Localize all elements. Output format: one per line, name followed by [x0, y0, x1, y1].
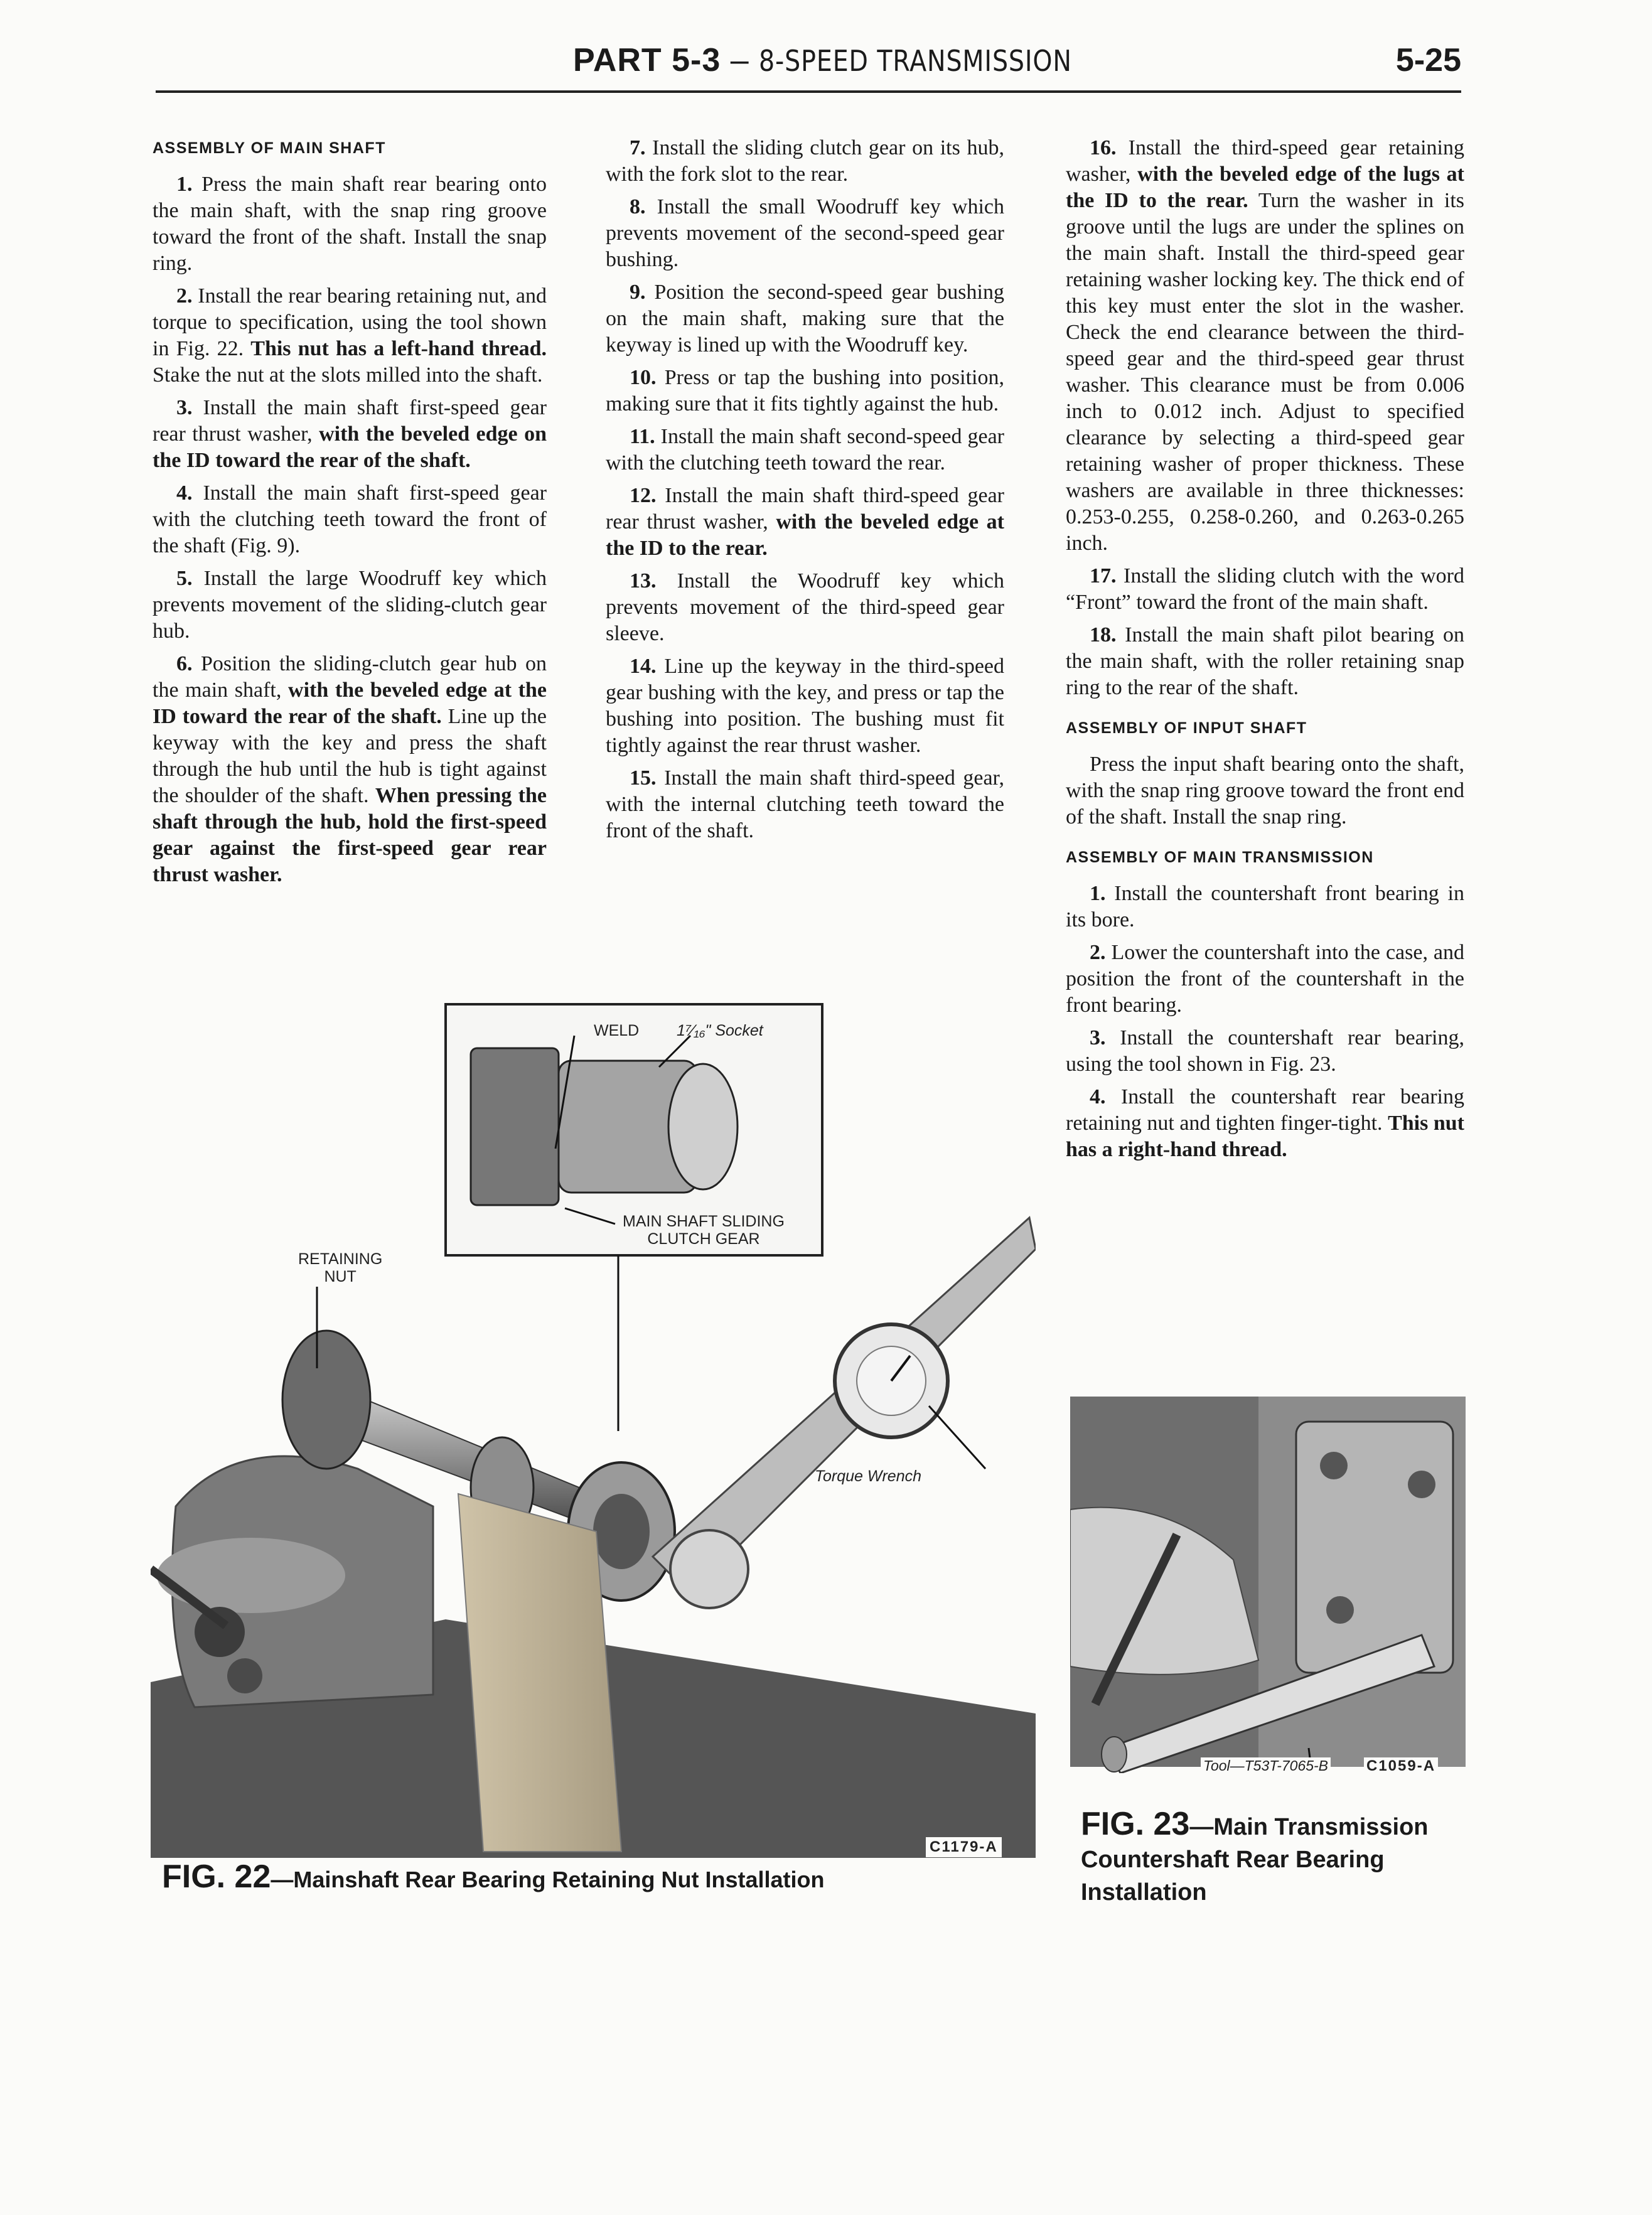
title-dash: –	[721, 42, 759, 78]
sliding-clutch-gear-label: MAIN SHAFT SLIDING CLUTCH GEAR	[623, 1213, 785, 1248]
transmission-step-4: 4. Install the countershaft rear bearing retaining nut and tighten finger-tight. This nut has a right-hand thread.	[1066, 1085, 1465, 1161]
step-17: 17. Install the sliding clutch with the word “Front” toward the front of the main shaft.	[1066, 564, 1464, 614]
step-2: 2. Install the rear bearing retaining nut, and torque to specification, using the tool shown in Fig. 22. This nut has a left-hand thread. Stake the nut at the slots milled into the shaft.	[153, 284, 547, 387]
header-rule	[156, 90, 1461, 93]
transmission-step-2: 2. Lower the countershaft into the case, and position the front of the countershaft in the front bearing.	[1066, 941, 1464, 1017]
column-2	[606, 135, 1004, 850]
figure-23-photo	[1070, 1397, 1466, 1773]
figure-23-code: C1059-A	[1364, 1757, 1438, 1775]
countershaft-installation-illustration	[1070, 1397, 1466, 1773]
step-11: 11. Install the main shaft second-speed gear with the clutching teeth toward the rear.	[606, 425, 1005, 475]
figure-22-number: FIG. 22	[162, 1858, 271, 1895]
weld-label: WELD	[594, 1022, 640, 1039]
heading-assembly-input-shaft: ASSEMBLY OF INPUT SHAFT	[1066, 719, 1307, 737]
column-3	[1066, 135, 1464, 1169]
part-label: PART 5-3	[573, 42, 721, 78]
step-6: 6. Position the sliding-clutch gear hub on the main shaft, with the beveled edge at the ID toward the rear of the shaft. Line up the keyway with the key and press the shaft through the hub until the hub is tight against the shoulder of the shaft. When pressing the shaft through the hub, hold the first-speed gear against the first-speed gear rear thrust washer.	[153, 652, 547, 886]
figure-22-title: —Mainshaft Rear Bearing Retaining Nut Installation	[271, 1867, 825, 1892]
socket-label: 1⁷⁄₁₆" Socket	[677, 1022, 763, 1039]
transmission-step-1: 1. Install the countershaft front bearing in its bore.	[1066, 882, 1464, 931]
figure-22-code: C1179-A	[926, 1837, 1002, 1857]
heading-assembly-main-transmission: ASSEMBLY OF MAIN TRANSMISSION	[1066, 849, 1374, 866]
torque-wrench-label: Torque Wrench	[815, 1467, 921, 1485]
retaining-nut-label: RETAINING NUT	[298, 1250, 383, 1285]
figure-23-caption: FIG. 23—Main Transmission Countershaft Rear Bearing Installation	[1081, 1806, 1429, 1906]
step-7: 7. Install the sliding clutch gear on its hub, with the fork slot to the rear.	[606, 136, 1005, 186]
step-4: 4. Install the main shaft first-speed gear with the clutching teeth toward the front of the shaft (Fig. 9).	[153, 481, 547, 557]
section-title: 8-SPEED TRANSMISSION	[759, 44, 1073, 78]
step-8: 8. Install the small Woodruff key which prevents movement of the second-speed gear bushing.	[606, 195, 1004, 271]
figure-22-caption	[162, 1858, 825, 1896]
step-18: 18. Install the main shaft pilot bearing on the main shaft, with the roller retaining snap ring to the rear of the shaft.	[1066, 623, 1465, 699]
input-shaft-step: Press the input shaft bearing onto the shaft, with the snap ring groove toward the front end of the shaft. Install the snap ring.	[1066, 753, 1464, 829]
step-13: 13. Install the Woodruff key which prevents movement of the third-speed gear sleeve.	[606, 569, 1004, 645]
column-1	[153, 135, 547, 894]
step-1: 1. Press the main shaft rear bearing onto the main shaft, with the snap ring groove toward the front of the shaft. Install the snap ring.	[153, 173, 547, 275]
step-10: 10. Press or tap the bushing into position, making sure that it fits tightly against the hub.	[606, 366, 1005, 416]
step-9: 9. Position the second-speed gear bushing on the main shaft, making sure that the keyway is lined up with the Woodruff key.	[606, 281, 1004, 357]
step-16: 16. Install the third-speed gear retaining washer, with the beveled edge of the lugs at the ID to the rear. Turn the washer in its groove until the lugs are under the splines on the main shaft. Install the third-speed gear retaining washer locking key. The thick end of this key must enter the slot in the washer. Check the end clearance between the third-speed gear and the third-speed gear thrust washer. This clearance must be from 0.006 inch to 0.012 inch. Adjust to specified clearance by selecting a third-speed gear retaining washer of proper thickness. These washers are available in three thicknesses: 0.253-0.255, 0.258-0.260, and 0.263-0.265 inch.	[1066, 136, 1465, 555]
step-15: 15. Install the main shaft third-speed gear, with the internal clutching teeth toward the front of the shaft.	[606, 766, 1005, 842]
figure-22-photo	[151, 992, 1036, 1858]
page-number: 5-25	[1395, 42, 1461, 78]
figure-23-number: FIG. 23	[1081, 1806, 1190, 1842]
transmission-step-3: 3. Install the countershaft rear bearing, using the tool shown in Fig. 23.	[1066, 1026, 1464, 1076]
step-3: 3. Install the main shaft first-speed gear rear thrust washer, with the beveled edge on the ID toward the rear of the shaft.	[153, 396, 547, 472]
heading-assembly-main-shaft: ASSEMBLY OF MAIN SHAFT	[153, 139, 386, 157]
running-title	[573, 41, 1123, 79]
step-5: 5. Install the large Woodruff key which prevents movement of the sliding-clutch gear hub.	[153, 567, 547, 643]
step-14: 14. Line up the keyway in the third-speed gear bushing with the key, and press or tap the bushing into position. The bushing must fit tightly against the rear thrust washer.	[606, 655, 1005, 757]
tool-label: Tool—T53T-7065-B	[1201, 1757, 1331, 1774]
step-12: 12. Install the main shaft third-speed gear rear thrust washer, with the beveled edge at the ID to the rear.	[606, 484, 1004, 560]
page-header	[156, 38, 1461, 94]
torque-wrench-illustration	[151, 992, 1036, 1858]
